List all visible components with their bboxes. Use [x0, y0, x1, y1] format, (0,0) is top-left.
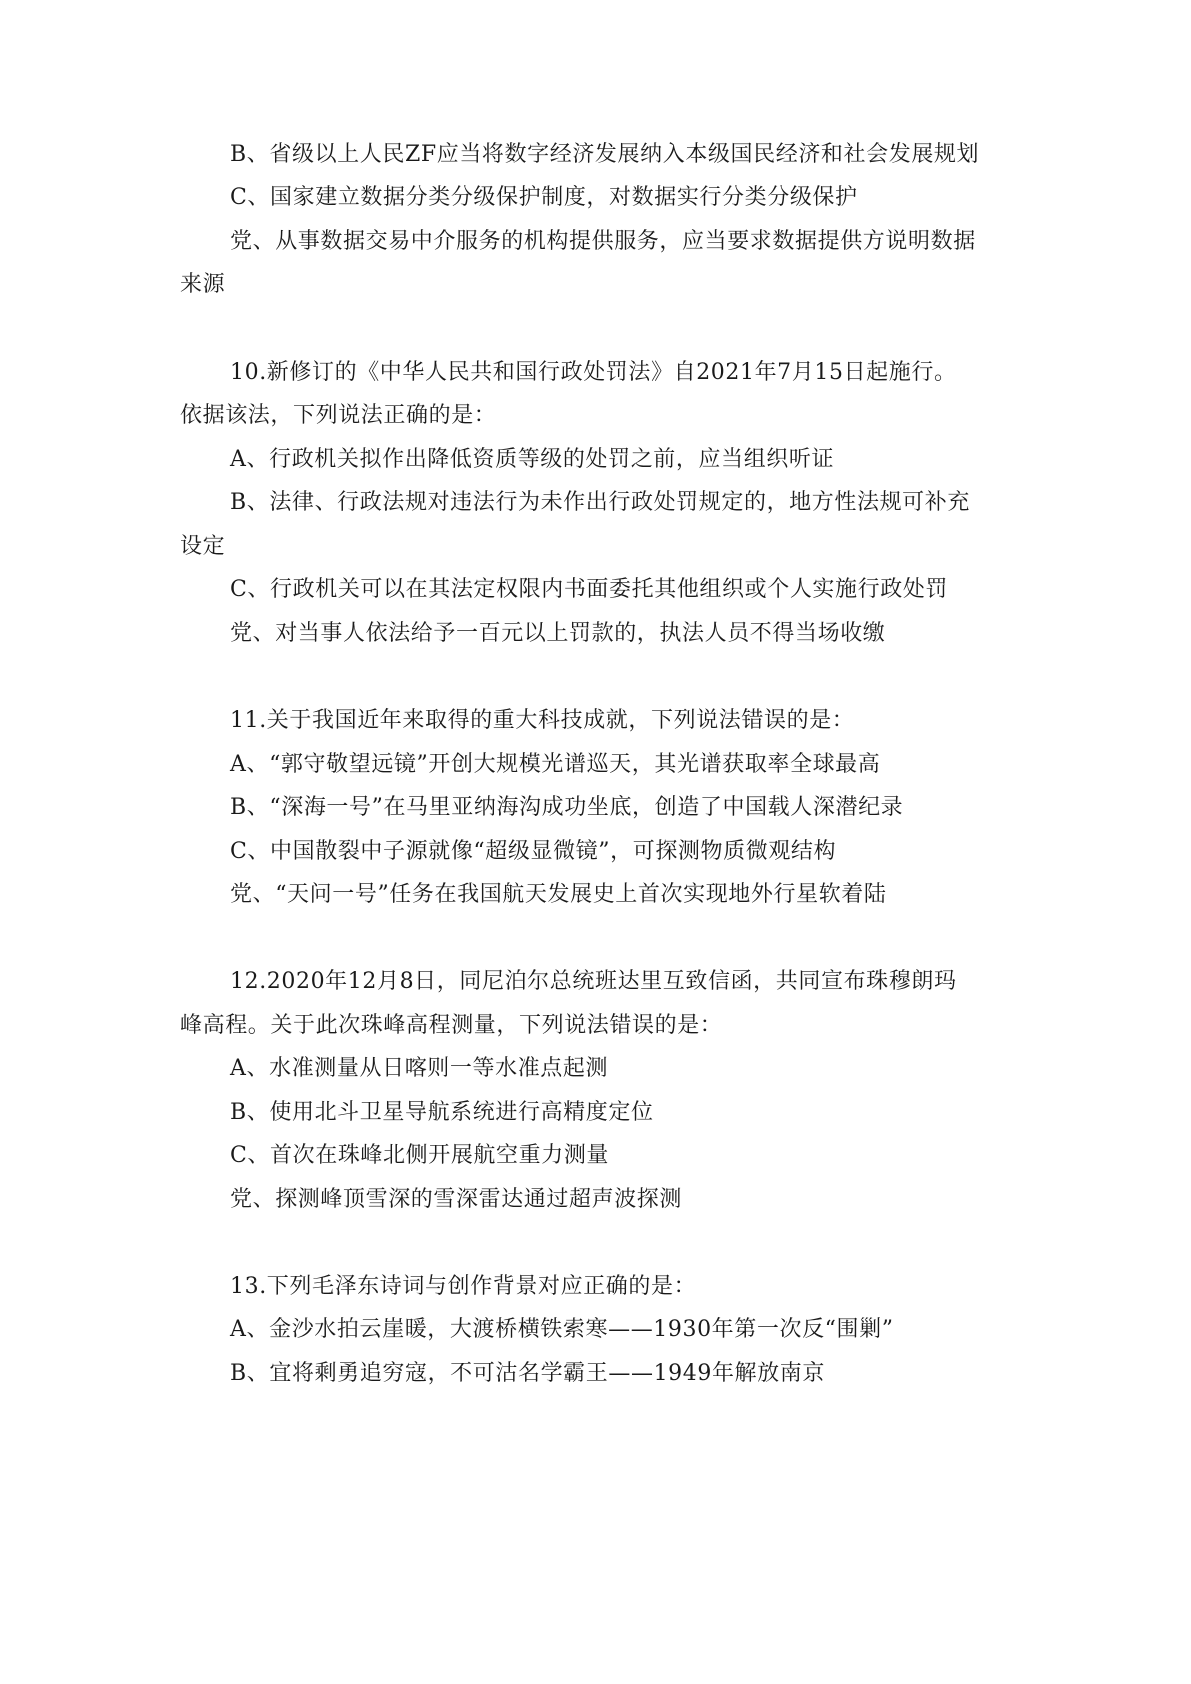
q12-option-a: A、水准测量从日喀则一等水准点起测 [230, 1056, 609, 1081]
q11-option-d: 党、“天问一号”任务在我国航天发展史上首次实现地外行星软着陆 [230, 882, 887, 907]
q13-stem: 13.下列毛泽东诗词与创作背景对应正确的是： [230, 1274, 697, 1299]
q9-option-b: B、省级以上人民ZF应当将数字经济发展纳入本级国民经济和社会发展规划 [230, 142, 980, 167]
q9-option-d-cont: 来源 [180, 272, 226, 297]
q13-option-a: A、金沙水拍云崖暖，大渡桥横铁索寒——1930年第一次反“围剿” [230, 1317, 894, 1342]
q11-stem: 11.关于我国近年来取得的重大科技成就，下列说法错误的是： [230, 708, 855, 733]
q10-option-b: B、法律、行政法规对违法行为未作出行政处罚规定的，地方性法规可补充 [230, 490, 970, 515]
q12-stem-cont: 峰高程。关于此次珠峰高程测量，下列说法错误的是： [180, 1013, 723, 1038]
q9-option-c: C、国家建立数据分类分级保护制度，对数据实行分类分级保护 [230, 185, 858, 210]
q12-option-b: B、使用北斗卫星导航系统进行高精度定位 [230, 1100, 654, 1125]
q9-option-d: 党、从事数据交易中介服务的机构提供服务，应当要求数据提供方说明数据 [230, 229, 976, 254]
q11-option-a: A、“郭守敬望远镜”开创大规模光谱巡天，其光谱获取率全球最高 [230, 752, 881, 777]
q10-option-a: A、行政机关拟作出降低资质等级的处罚之前，应当组织听证 [230, 447, 835, 472]
q10-stem: 10.新修订的《中华人民共和国行政处罚法》自2021年7月15日起施行。 [230, 360, 957, 385]
q10-option-b-cont: 设定 [180, 534, 226, 559]
q12-stem: 12.2020年12月8日，同尼泊尔总统班达里互致信函，共同宣布珠穆朗玛 [230, 969, 957, 994]
q12-option-d: 党、探测峰顶雪深的雪深雷达通过超声波探测 [230, 1187, 683, 1212]
q10-option-c: C、行政机关可以在其法定权限内书面委托其他组织或个人实施行政处罚 [230, 577, 949, 602]
q13-option-b: B、宜将剩勇追穷寇，不可沽名学霸王——1949年解放南京 [230, 1361, 825, 1386]
q10-option-d: 党、对当事人依法给予一百元以上罚款的，执法人员不得当场收缴 [230, 621, 886, 646]
q11-option-c: C、中国散裂中子源就像“超级显微镜”，可探测物质微观结构 [230, 839, 837, 864]
q12-option-c: C、首次在珠峰北侧开展航空重力测量 [230, 1143, 610, 1168]
q10-stem-cont: 依据该法，下列说法正确的是： [180, 403, 497, 428]
q11-option-b: B、“深海一号”在马里亚纳海沟成功坐底，创造了中国载人深潜纪录 [230, 795, 904, 820]
